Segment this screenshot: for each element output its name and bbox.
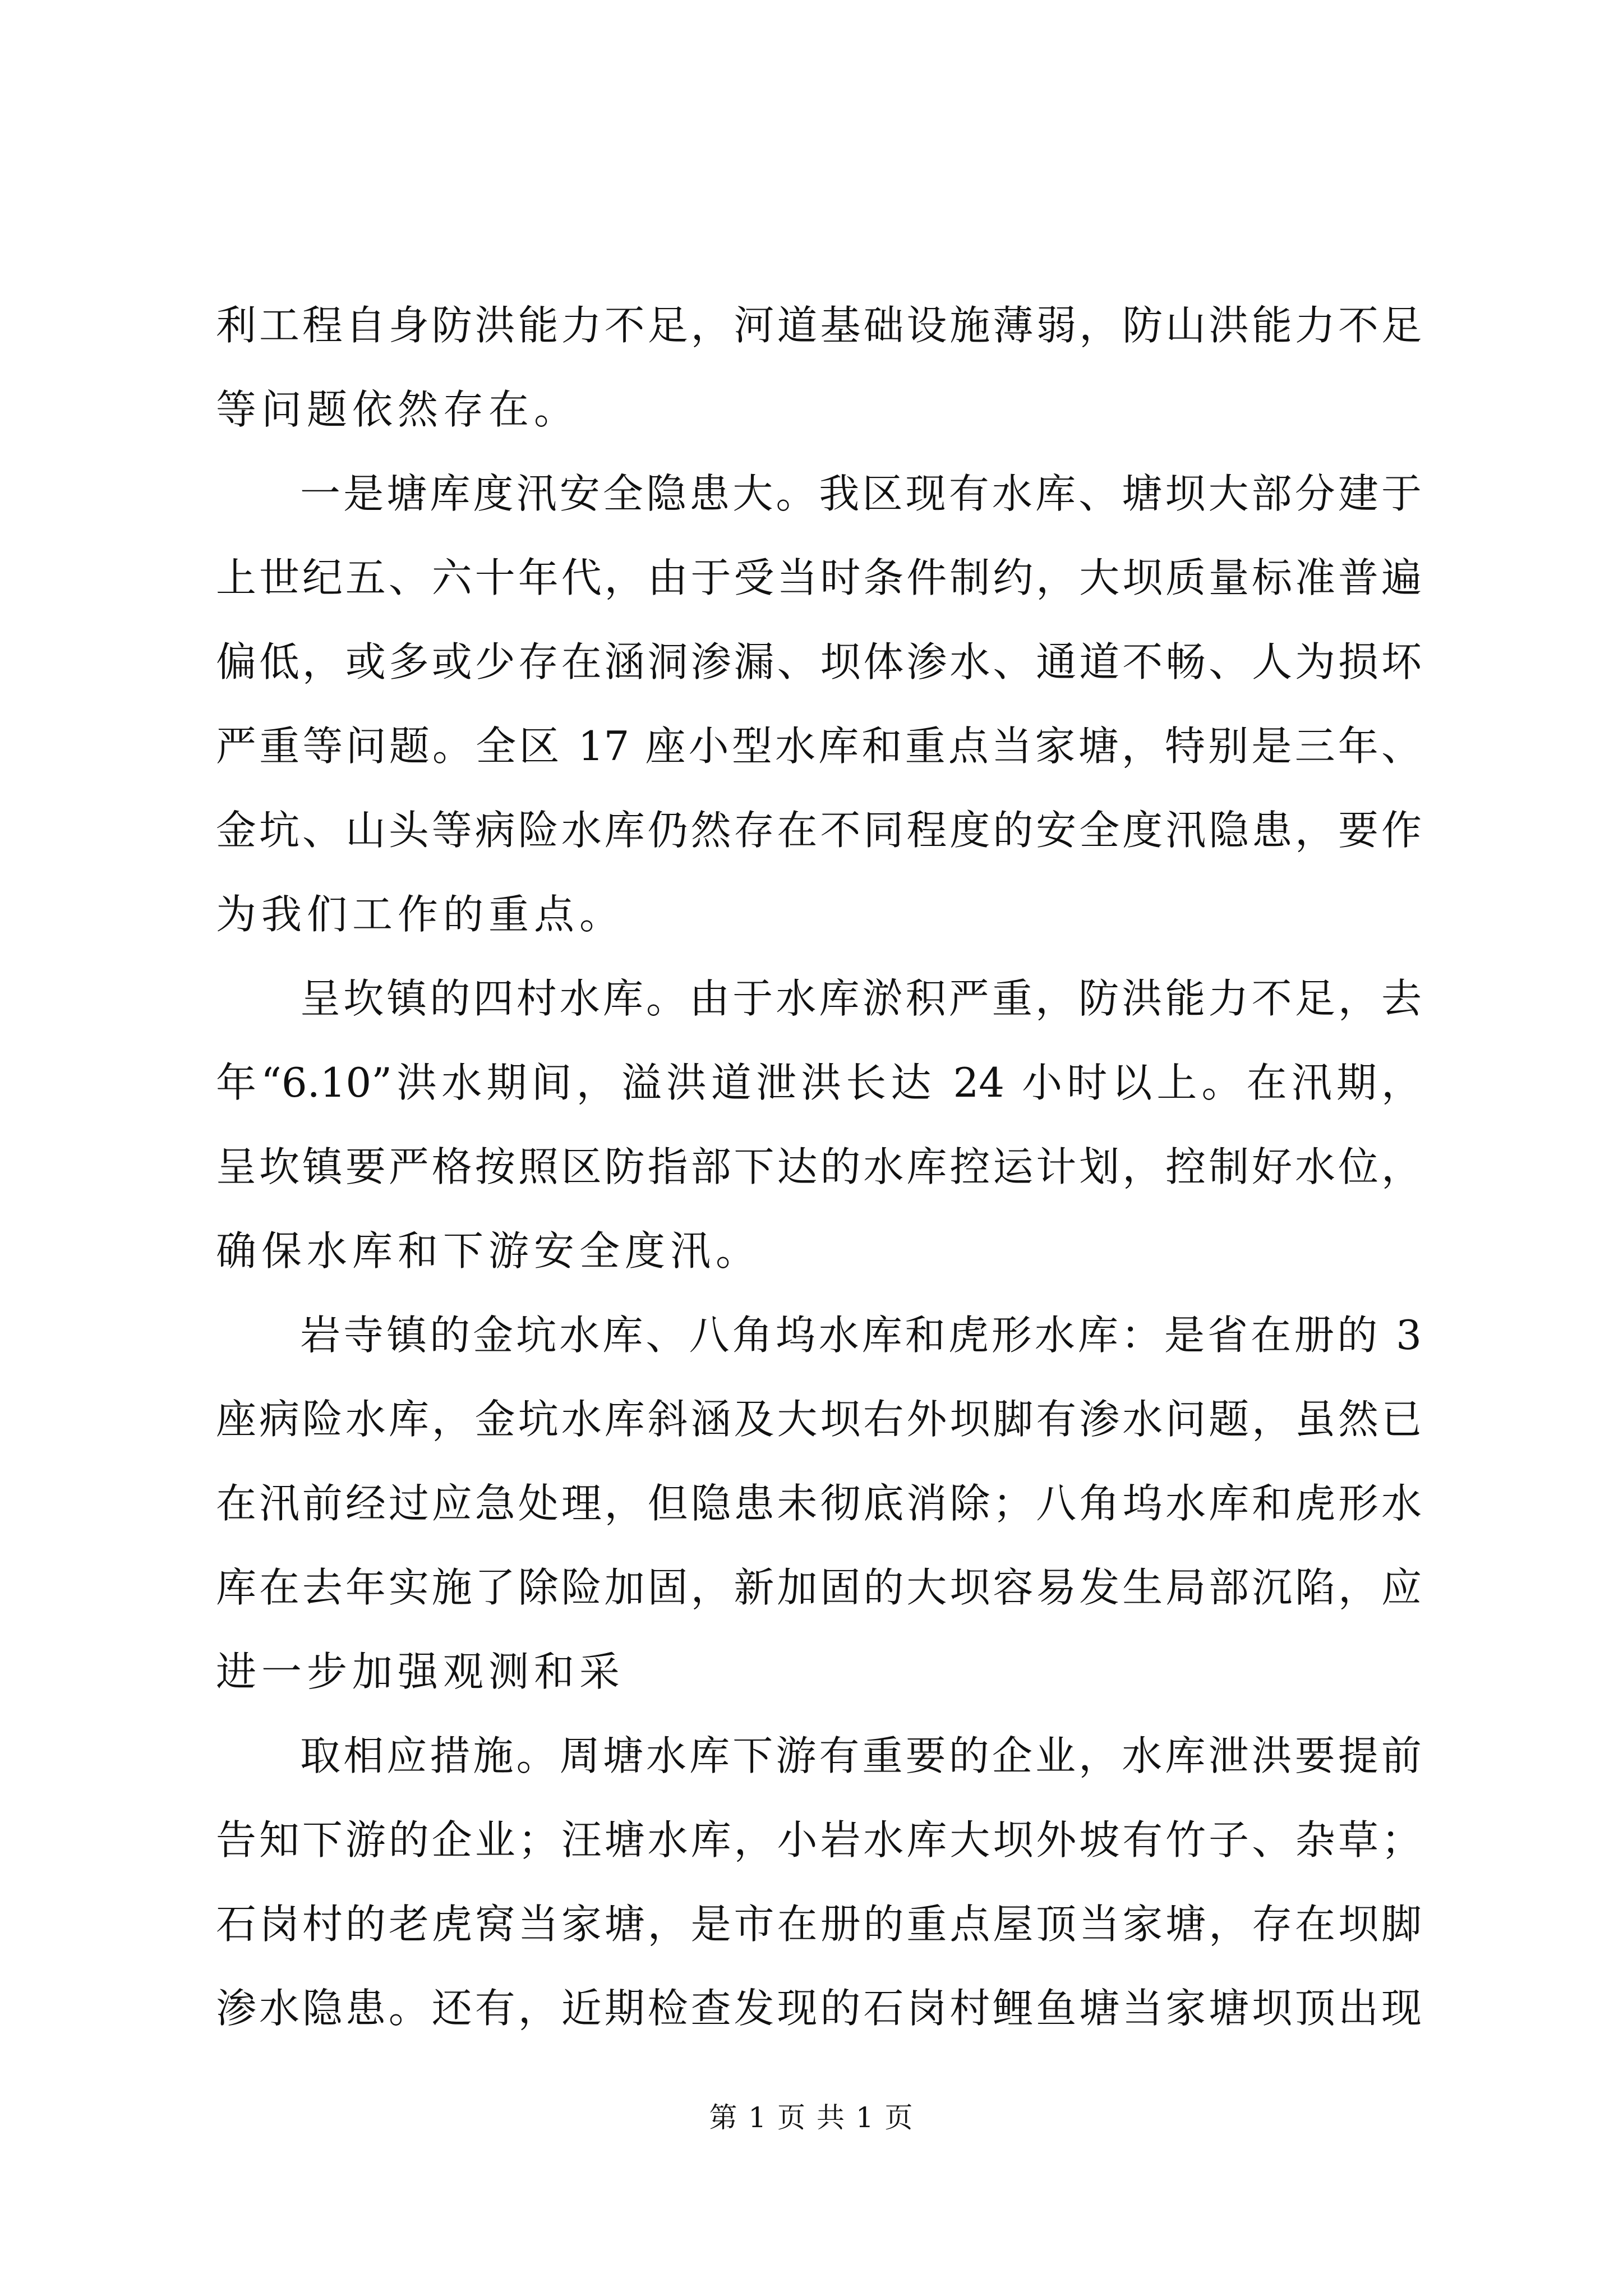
text-line: 在汛前经过应急处理，但隐患未彻底消除；八角坞水库和虎形水 — [216, 1480, 1422, 1527]
text-line: 进一步加强观测和采 — [216, 1648, 625, 1695]
page-footer — [0, 2098, 1623, 2137]
text-line: 利工程自身防洪能力不足，河道基础设施薄弱，防山洪能力不足 — [216, 302, 1422, 349]
page-number: 第 1 页 共 1 页 — [709, 2101, 914, 2134]
text-line: 告知下游的企业；汪塘水库，小岩水库大坝外坡有竹子、杂草； — [216, 1816, 1422, 1864]
text-line: 金坑、山头等病险水库仍然存在不同程度的安全度汛隐患，要作 — [216, 807, 1422, 854]
text-line: 偏低，或多或少存在涵洞渗漏、坝体渗水、通道不畅、人为损坏 — [216, 638, 1422, 685]
text-line: 严重等问题。全区 17 座小型水库和重点当家塘，特别是三年、 — [216, 723, 1422, 770]
text-line: 呈坎镇要严格按照区防指部下达的水库控运计划，控制好水位， — [216, 1143, 1422, 1190]
text-line: 为我们工作的重点。 — [216, 891, 625, 938]
paragraph-first-line: 呈坎镇的四村水库。由于水库淤积严重，防洪能力不足，去 — [300, 975, 1422, 1022]
text-line: 渗水隐患。还有，近期检查发现的石岗村鲤鱼塘当家塘坝顶出现 — [216, 1985, 1422, 2032]
paragraph-first-line: 取相应措施。周塘水库下游有重要的企业，水库泄洪要提前 — [300, 1732, 1422, 1779]
text-line: 座病险水库，金坑水库斜涵及大坝右外坝脚有渗水问题，虽然已 — [216, 1396, 1422, 1443]
text-line: 库在去年实施了除险加固，新加固的大坝容易发生局部沉陷，应 — [216, 1564, 1422, 1611]
text-line: 年“6.10”洪水期间，溢洪道泄洪长达 24 小时以上。在汛期， — [216, 1059, 1422, 1106]
text-line: 等问题依然存在。 — [216, 386, 580, 433]
paragraph-first-line: 岩寺镇的金坑水库、八角坞水库和虎形水库：是省在册的 3 — [300, 1312, 1422, 1359]
text-line: 石岗村的老虎窝当家塘，是市在册的重点屋顶当家塘，存在坝脚 — [216, 1901, 1422, 1948]
paragraph-first-line: 一是塘库度汛安全隐患大。我区现有水库、塘坝大部分建于 — [300, 470, 1422, 517]
text-line: 确保水库和下游安全度汛。 — [216, 1227, 762, 1274]
text-line: 上世纪五、六十年代，由于受当时条件制约，大坝质量标准普遍 — [216, 554, 1422, 601]
